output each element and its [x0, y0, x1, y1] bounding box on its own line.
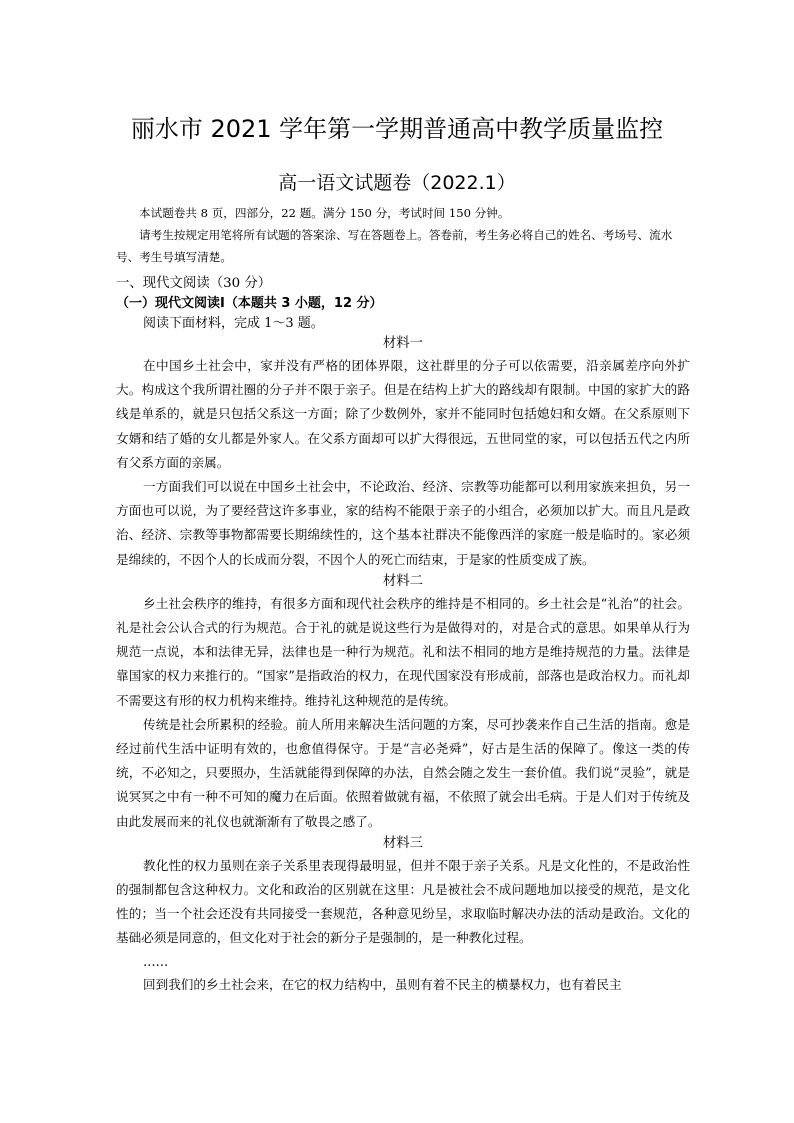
reading-section: [116, 274, 690, 997]
material2-heading: 材料二: [382, 573, 424, 589]
exam-subtitle: 高一语文试题卷（2022.1）: [278, 172, 516, 194]
material1-paragraph: 在中国乡土社会中，家并没有严格的团体界限，这社群里的分子可以依需要，沿亲属差序向外扩大。构成这个我所谓社圈的分子并不限于亲子。但是在结构上扩大的路线却有限制。中国的家扩大的路线是单系的，就是只包括父系这一方面；除了少数例外，家并不能同时包括媳妇和女婿。在父系原则下女婿和结了婚的女儿都是外家人。在父系方面却可以扩大得很远，五世同堂的家，可以包括五代之内所有父系方面的亲属。: [116, 358, 690, 470]
subsection-heading: （一）现代文阅读Ⅰ（本题共 3 小题，12 分）: [116, 296, 383, 311]
material1-heading: 材料一: [382, 336, 424, 351]
material3-paragraph: 教化性的权力虽则在亲子关系里表现得最明显，但并不限于亲子关系。凡是文化性的，不是政治性的强制都包含这种权力。文化和政治的区别就在这里：凡是被社会不成问题地加以接受的规范，是文化性的；当一个社会还没有共同接受一套规范，各种意见纷呈，求取临时解决办法的活动是政治。文化的基础必须是同意的，但文化对于社会的新分子是强制的，是一种教化过程。: [116, 857, 690, 946]
material1-paragraph: 一方面我们可以说在中国乡土社会中，不论政治、经济、宗教等功能都可以利用家族来担负，另一方面也可以说，为了要经营这许多事业，家的结构不能限于亲子的小组合，必须加以扩大。而且凡是政治、经济、宗教等事物都需要长期绵续性的，这个基本社群决不能像西洋的家庭一般是临时的。家必须是绵续的，不因个人的长成而分裂，不因个人的死亡而结束，于是家的性质变成了族。: [116, 479, 690, 567]
exam-notes: [116, 202, 690, 268]
note-item: 请考生按规定用笔将所有试题的答案涂、写在答题卷上。答卷前，考生务必将自己的姓名、考场号、流水号、考生号填写清楚。: [116, 228, 673, 264]
ellipsis-text: ……: [143, 953, 169, 969]
material2-paragraph: 传统是社会所累积的经验。前人所用来解决生活问题的方案，尽可抄袭来作自己生活的指南。愈是经过前代生活中证明有效的，也愈值得保守。于是“言必尧舜”，好古是生活的保障了。像这一类的传统，不必知之，只要照办，生活就能得到保障的办法，自然会随之发生一套价值。我们说“灵验”，就是说冥冥之中有一种不可知的魔力在后面。依照着做就有福，不依照了就会出毛病。于是人们对于传统及由此发展而来的礼仪也就渐渐有了敬畏之感了。: [116, 716, 690, 829]
exam-title: 丽水市 2021 学年第一学期普通高中教学质量监控: [130, 115, 664, 143]
material2-paragraph: 乡土社会秩序的维持，有很多方面和现代社会秩序的维持是不相同的。乡土社会是“礼治”的社会。礼是社会公认合式的行为规范。合于礼的就是说这些行为是做得对的，对是合式的意思。如果单从行为规范一点说，本和法律无异，法律也是一种行为规范。礼和法不相同的地方是维持规范的力量。法律是靠国家的权力来推行的。“国家”是指政治的权力，在现代国家没有形成前，部落也是政治权力。而礼却不需要这有形的权力机构来维持。维持礼这种规范的是传统。: [116, 595, 690, 708]
section-heading: 一、现代文阅读（30 分）: [116, 276, 272, 291]
note-item: 本试题卷共 8 页，四部分，22 题。满分 150 分，考试时间 150 分钟。: [139, 206, 510, 220]
material3-heading: 材料三: [382, 835, 424, 851]
material3-last-paragraph: 回到我们的乡土社会来，在它的权力结构中，虽则有着不民主的横暴权力，也有着民主: [143, 976, 622, 992]
instruction-text: 阅读下面材料，完成 1～3 题。: [143, 316, 324, 331]
